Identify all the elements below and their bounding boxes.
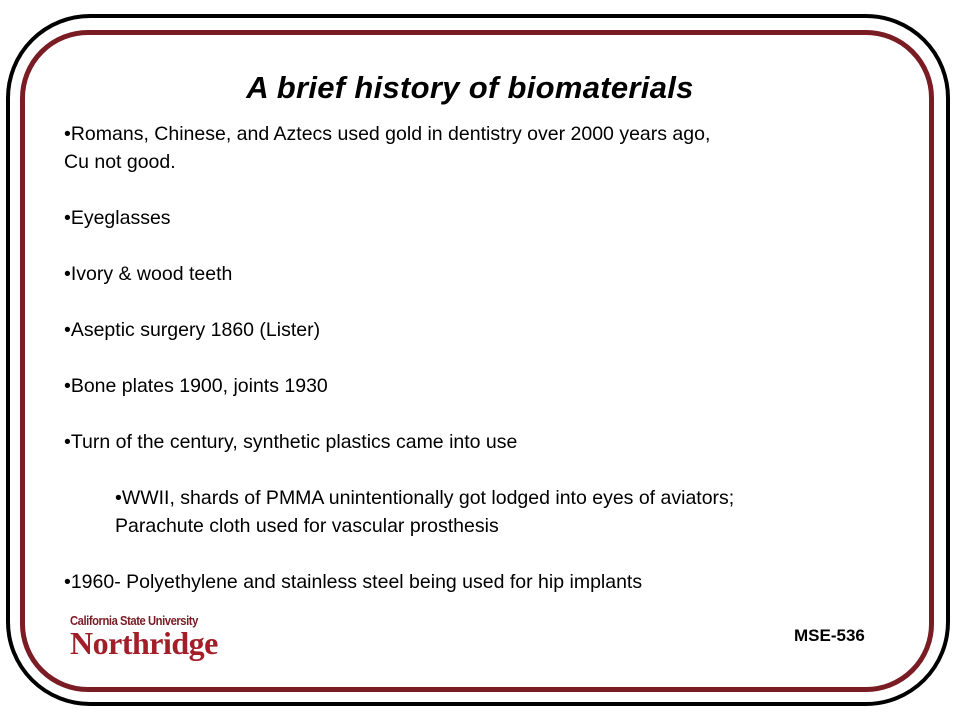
bullet-marker: • bbox=[64, 319, 71, 341]
bullet-list bbox=[64, 120, 894, 596]
spacer bbox=[64, 456, 894, 484]
bullet-marker: • bbox=[115, 487, 122, 509]
spacer bbox=[64, 288, 894, 316]
bullet-item bbox=[64, 428, 894, 456]
bullet-text: Aseptic surgery 1860 (Lister) bbox=[70, 319, 321, 341]
bullet-item bbox=[64, 204, 894, 232]
sub-bullet-item bbox=[64, 484, 894, 540]
bullet-item bbox=[64, 316, 894, 344]
logo-wordmark: Northridge bbox=[70, 625, 218, 661]
bullet-item bbox=[64, 568, 894, 596]
bullet-item bbox=[64, 372, 894, 400]
bullet-text: Eyeglasses bbox=[70, 207, 171, 229]
bullet-text: Romans, Chinese, and Aztecs used gold in dentistry over 2000 years ago, bbox=[70, 123, 711, 145]
bullet-item bbox=[64, 260, 894, 288]
university-logo bbox=[70, 614, 218, 662]
bullet-item bbox=[64, 120, 894, 176]
bullet-text: Ivory & wood teeth bbox=[70, 263, 233, 285]
bullet-text: 1960- Polyethylene and stainless steel being used for hip implants bbox=[70, 571, 643, 593]
bullet-marker: • bbox=[64, 375, 71, 397]
bullet-marker: • bbox=[64, 431, 71, 453]
bullet-text: WWII, shards of PMMA unintentionally got lodged into eyes of aviators; bbox=[121, 487, 735, 509]
course-code: MSE-536 bbox=[794, 626, 865, 645]
spacer bbox=[64, 232, 894, 260]
spacer bbox=[64, 344, 894, 372]
bullet-marker: • bbox=[64, 123, 71, 145]
logo-university-name: California State University bbox=[70, 614, 198, 628]
bullet-marker: • bbox=[64, 263, 71, 285]
bullet-marker: • bbox=[64, 571, 71, 593]
spacer bbox=[64, 400, 894, 428]
bullet-text: Turn of the century, synthetic plastics came into use bbox=[70, 431, 518, 453]
bullet-text: Bone plates 1900, joints 1930 bbox=[70, 375, 328, 397]
bullet-continuation: Parachute cloth used for vascular prosthesis bbox=[115, 515, 499, 537]
spacer bbox=[64, 176, 894, 204]
bullet-marker: • bbox=[64, 207, 71, 229]
slide-title: A brief history of biomaterials bbox=[246, 70, 694, 105]
spacer bbox=[64, 540, 894, 568]
bullet-continuation: Cu not good. bbox=[64, 151, 176, 173]
